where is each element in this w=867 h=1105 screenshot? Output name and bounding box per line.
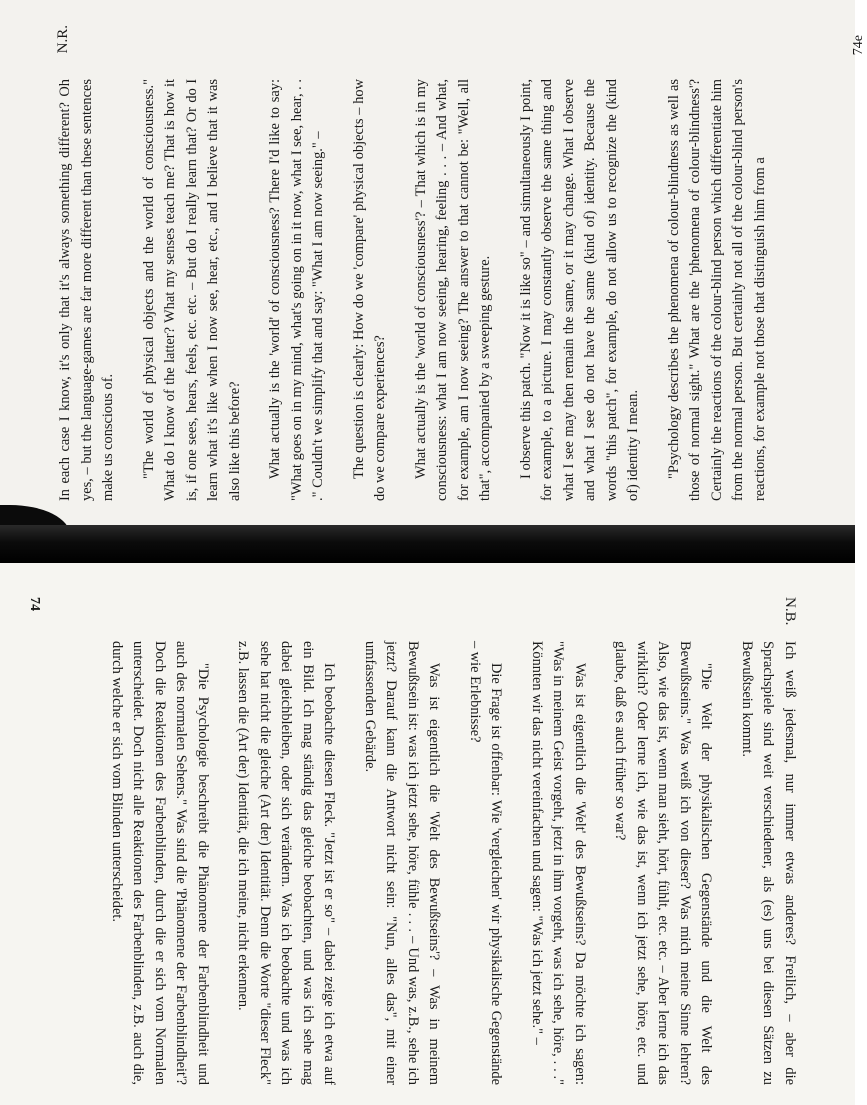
english-paragraph-7: "Psychology describes the phenomena of colour-blindness as well as those of normal sight." What are the 'phenomena of colour-blindness'? Certainly the reactions of the colour-blind person which differentiate him from the normal person. But certainly not all of the colour-blind person's reactions, for example not those that distinguish him from a: [665, 79, 768, 501]
english-paragraph-6: I observe this patch. "Now it is like so" – and simultaneously I point, for example, to a picture. I may constantly observe the same thing and what I see may then remain the same, or it may change. What I observe and what I see do not have the same (kind of) identity. Because the words "this patch", for example, do not allow us to recognize the (kind of) identity I mean.: [517, 79, 641, 501]
english-page-number: 74e: [851, 35, 866, 56]
german-page: [0, 563, 855, 1105]
german-paragraph-2: "Die Welt der physikalischen Gegenstände und die Welt des Bewußtseins." Was weiß ich von dieser? Was mich meine Sinne lehren? Also, wie das ist, wenn man sieht, hört, fühlt, etc. etc. – Aber lerne ich das wirklich? Oder lerne ich, wie das ist, wenn ich jetzt sehe, höre, etc. und glaube, daß es auch früher so war?: [612, 641, 715, 1085]
german-paragraph-4: Die Frage ist offenbar: Wie 'vergleichen' wir physikalische Gegenstände – wie Erlebnisse?: [467, 641, 505, 1085]
german-paragraph-3: Was ist eigentlich die 'Welt' des Bewußtseins? Da möchte ich sagen: "Was in meinem Geist vorgeht, jetzt in ihm vorgeht, was ich sehe, höre, . . ." Könnten wir das nicht vereinfachen und sagen: "Was ich jetzt sehe." –: [529, 641, 588, 1085]
german-paragraph-6: Ich beobachte diesen Fleck. "Jetzt ist er so" – dabei zeige ich etwa auf ein Bild. Ich mag ständig das gleiche beobachten, und was ich sehe mag dabei gleichbleiben, oder sich verändern. Was ich beobachte und was ich sehe hat nicht die gleiche (Art der) Identität. Denn die Worte "dieser Fleck" z.B. lassen die (Art der) Identität, die ich meine, nicht erkennen.: [235, 641, 338, 1085]
english-paragraph-5: What actually is the 'world of consciousness'? – That which is in my consciousness: what I am now seeing, hearing, feeling . . . – And what, for example, am I now seeing? The answer to that cannot be: "Well, all that", accompanied by a sweeping gesture.: [412, 79, 493, 501]
book-spine: [0, 525, 855, 563]
english-page-text: [55, 25, 866, 515]
german-page-nb-label: N.B.: [782, 597, 798, 626]
german-paragraph-7: "Die Psychologie beschreibt die Phänomene der Farbenblindheit und auch des normalen Sehens." Was sind die 'Phänomene der Farbenblindheit'? Doch die Reaktionen des Farbenblinden, durch die er sich vom Normalen unterscheidet. Doch nicht alle Reaktionen des Farbenblinden, z.B. auch die, durch welche er sich vom Blinden unterscheidet.: [109, 641, 211, 1085]
german-paragraph-1: Ich weiß jedesmal, nur immer etwas anderes? Freilich, – aber die Sprachspiele sind weit verschiedener, als (es) uns bei diesen Sätzen zu Bewußtsein kommt.: [739, 641, 798, 1085]
english-paragraph-4: The question is clearly: How do we 'compare' physical objects – how do we compare experiences?: [350, 79, 388, 501]
english-page-nb-label: N.R.: [55, 25, 71, 54]
english-paragraph-1: In each case I know, it's only that it's always something different? Oh yes, – but the language-games are far more different than these sentences make us conscious of.: [57, 79, 116, 501]
english-page: [0, 0, 866, 525]
german-page-number: 74: [27, 597, 42, 611]
german-paragraph-5: Was ist eigentlich die 'Welt des Bewußtseins'? – Was in meinem Bewußtsein ist: was ich jetzt sehe, höre, fühle . . . – Und was, z.B., sehe ich jetzt? Darauf kann die Antwort nicht sein: "Nun, alles das", mit einer umfassenden Gebärde.: [362, 641, 443, 1085]
english-paragraph-3: What actually is the 'world' of consciousness? There I'd like to say: "What goes on in my mind, what's going on in it now, what I see, hear, . . ." Couldn't we simplify that and say: "What I am now seeing." –: [267, 79, 326, 501]
english-paragraph-2: "The world of physical objects and the world of consciousness." What do I know of the latter? What my senses teach me? That is how it is, if one sees, hears, feels, etc. etc. – But do I really learn that? Or do I learn what it's like when I now see, hear, etc., and I believe that it was also like this before?: [140, 79, 243, 501]
german-page-text: [27, 591, 800, 1091]
